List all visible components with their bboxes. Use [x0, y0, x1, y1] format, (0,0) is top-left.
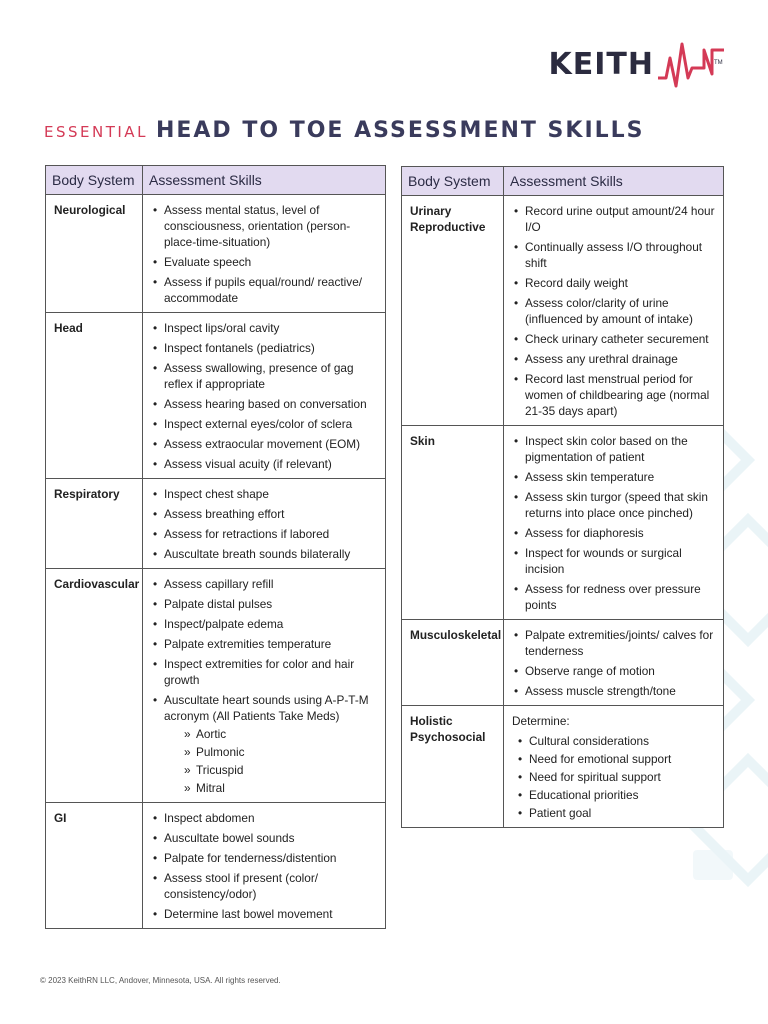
skill-item: • Evaluate speech	[151, 254, 377, 270]
skill-item: • Assess hearing based on conversation	[151, 396, 377, 412]
skills-list	[151, 202, 377, 306]
table-row	[46, 803, 386, 929]
table-row	[46, 313, 386, 479]
skills-list	[151, 486, 377, 562]
skill-item: • Cultural considerations	[516, 733, 715, 749]
determine-label: Determine:	[512, 714, 570, 728]
body-system-skin: Skin	[402, 426, 504, 620]
right-assessment-table	[401, 166, 724, 828]
table-row	[46, 195, 386, 313]
skill-item: • Inspect for wounds or surgical incision	[512, 545, 715, 577]
skills-cell	[143, 313, 386, 479]
skill-item: • Palpate for tenderness/distention	[151, 850, 377, 866]
keithrn-logo	[549, 38, 728, 90]
skill-item: • Palpate distal pulses	[151, 596, 377, 612]
skill-item: • Assess for redness over pressure points	[512, 581, 715, 613]
skill-item-text: Auscultate heart sounds using A-P-T-M acronym (All Patients Take Meds)	[164, 693, 369, 723]
logo-tm: TM	[714, 60, 723, 66]
skills-cell	[504, 426, 724, 620]
table-row	[402, 706, 724, 828]
header-body-system: Body System	[46, 166, 143, 195]
header-assessment-skills: Assessment Skills	[504, 167, 724, 196]
skills-list	[151, 810, 377, 922]
skills-cell	[504, 196, 724, 426]
skill-item: • Assess muscle strength/tone	[512, 683, 715, 699]
body-system-musculoskeletal: Musculoskeletal	[402, 620, 504, 706]
title-prefix: ESSENTIAL	[44, 123, 148, 141]
body-system-gi: GI	[46, 803, 143, 929]
skill-item: • Continually assess I/O throughout shift	[512, 239, 715, 271]
skill-item: • Need for emotional support	[516, 751, 715, 767]
skills-list	[151, 320, 377, 472]
body-system-cardiovascular: Cardiovascular	[46, 569, 143, 803]
skill-item: • Assess extraocular movement (EOM)	[151, 436, 377, 452]
skills-cell	[143, 803, 386, 929]
table-row	[402, 426, 724, 620]
skill-item: • Inspect extremities for color and hair growth	[151, 656, 377, 688]
header-assessment-skills: Assessment Skills	[143, 166, 386, 195]
title-main: HEAD TO TOE ASSESSMENT SKILLS	[155, 118, 645, 143]
skill-item: • Assess color/clarity of urine (influenced by amount of intake)	[512, 295, 715, 327]
skill-item: • Patient goal	[516, 805, 715, 821]
skill-item: • Need for spiritual support	[516, 769, 715, 785]
skill-item: • Assess stool if present (color/ consistency/odor)	[151, 870, 377, 902]
sub-skill-item: » Aortic	[184, 726, 377, 742]
skill-item: • Inspect skin color based on the pigmentation of patient	[512, 433, 715, 465]
skill-item: • Assess swallowing, presence of gag reflex if appropriate	[151, 360, 377, 392]
copyright-footer: © 2023 KeithRN LLC, Andover, Minnesota, USA. All rights reserved.	[40, 976, 281, 985]
skill-item	[151, 692, 377, 796]
skill-item: • Educational priorities	[516, 787, 715, 803]
skill-item: • Record last menstrual period for women of childbearing age (normal 21-35 days apart)	[512, 371, 715, 419]
left-table-header-row	[46, 166, 386, 195]
body-system-neurological: Neurological	[46, 195, 143, 313]
skills-cell	[143, 569, 386, 803]
skill-item: • Inspect abdomen	[151, 810, 377, 826]
sub-skill-item: » Mitral	[184, 780, 377, 796]
right-table-header-row	[402, 167, 724, 196]
skill-item: • Inspect fontanels (pediatrics)	[151, 340, 377, 356]
skill-item: • Assess for retractions if labored	[151, 526, 377, 542]
skill-item: • Assess if pupils equal/round/ reactive/ accommodate	[151, 274, 377, 306]
left-assessment-table	[45, 165, 386, 929]
skill-item: • Assess capillary refill	[151, 576, 377, 592]
skills-cell	[504, 620, 724, 706]
skill-item: • Inspect chest shape	[151, 486, 377, 502]
skills-list	[151, 576, 377, 796]
skill-item: • Assess skin turgor (speed that skin returns into place once pinched)	[512, 489, 715, 521]
sub-skill-item: » Pulmonic	[184, 744, 377, 760]
skills-list	[512, 433, 715, 613]
body-system-holistic-psychosocial: Holistic Psychosocial	[402, 706, 504, 828]
skills-cell	[143, 479, 386, 569]
skill-item: • Observe range of motion	[512, 663, 715, 679]
skill-item: • Palpate extremities/joints/ calves for tenderness	[512, 627, 715, 659]
skills-cell	[504, 706, 724, 828]
skill-item: • Assess skin temperature	[512, 469, 715, 485]
skills-cell	[143, 195, 386, 313]
sub-skill-item: » Tricuspid	[184, 762, 377, 778]
skill-item: • Auscultate bowel sounds	[151, 830, 377, 846]
skill-item: • Record urine output amount/24 hour I/O	[512, 203, 715, 235]
skill-item: • Assess for diaphoresis	[512, 525, 715, 541]
skills-list	[512, 733, 715, 821]
skills-list	[512, 203, 715, 419]
skills-list	[512, 627, 715, 699]
table-row	[402, 196, 724, 426]
table-row	[46, 569, 386, 803]
skill-item: • Assess any urethral drainage	[512, 351, 715, 367]
skill-item: • Assess breathing effort	[151, 506, 377, 522]
body-system-respiratory: Respiratory	[46, 479, 143, 569]
skill-item: • Auscultate breath sounds bilaterally	[151, 546, 377, 562]
skill-item: • Record daily weight	[512, 275, 715, 291]
skill-item: • Determine last bowel movement	[151, 906, 377, 922]
skill-item: • Inspect external eyes/color of sclera	[151, 416, 377, 432]
skill-item: • Palpate extremities temperature	[151, 636, 377, 652]
body-system-head: Head	[46, 313, 143, 479]
rn-heartbeat-logo-icon	[658, 38, 728, 90]
skill-item: • Inspect lips/oral cavity	[151, 320, 377, 336]
logo-text: KEITH	[548, 46, 654, 82]
heart-sounds-sublist	[164, 726, 377, 796]
header-body-system: Body System	[402, 167, 504, 196]
skill-item: • Check urinary catheter securement	[512, 331, 715, 347]
skill-item: • Inspect/palpate edema	[151, 616, 377, 632]
table-row	[402, 620, 724, 706]
table-row	[46, 479, 386, 569]
body-system-urinary-reproductive: Urinary Reproductive	[402, 196, 504, 426]
skill-item: • Assess visual acuity (if relevant)	[151, 456, 377, 472]
page-title	[44, 118, 645, 143]
skill-item: • Assess mental status, level of consciousness, orientation (person-place-time-situation)	[151, 202, 377, 250]
